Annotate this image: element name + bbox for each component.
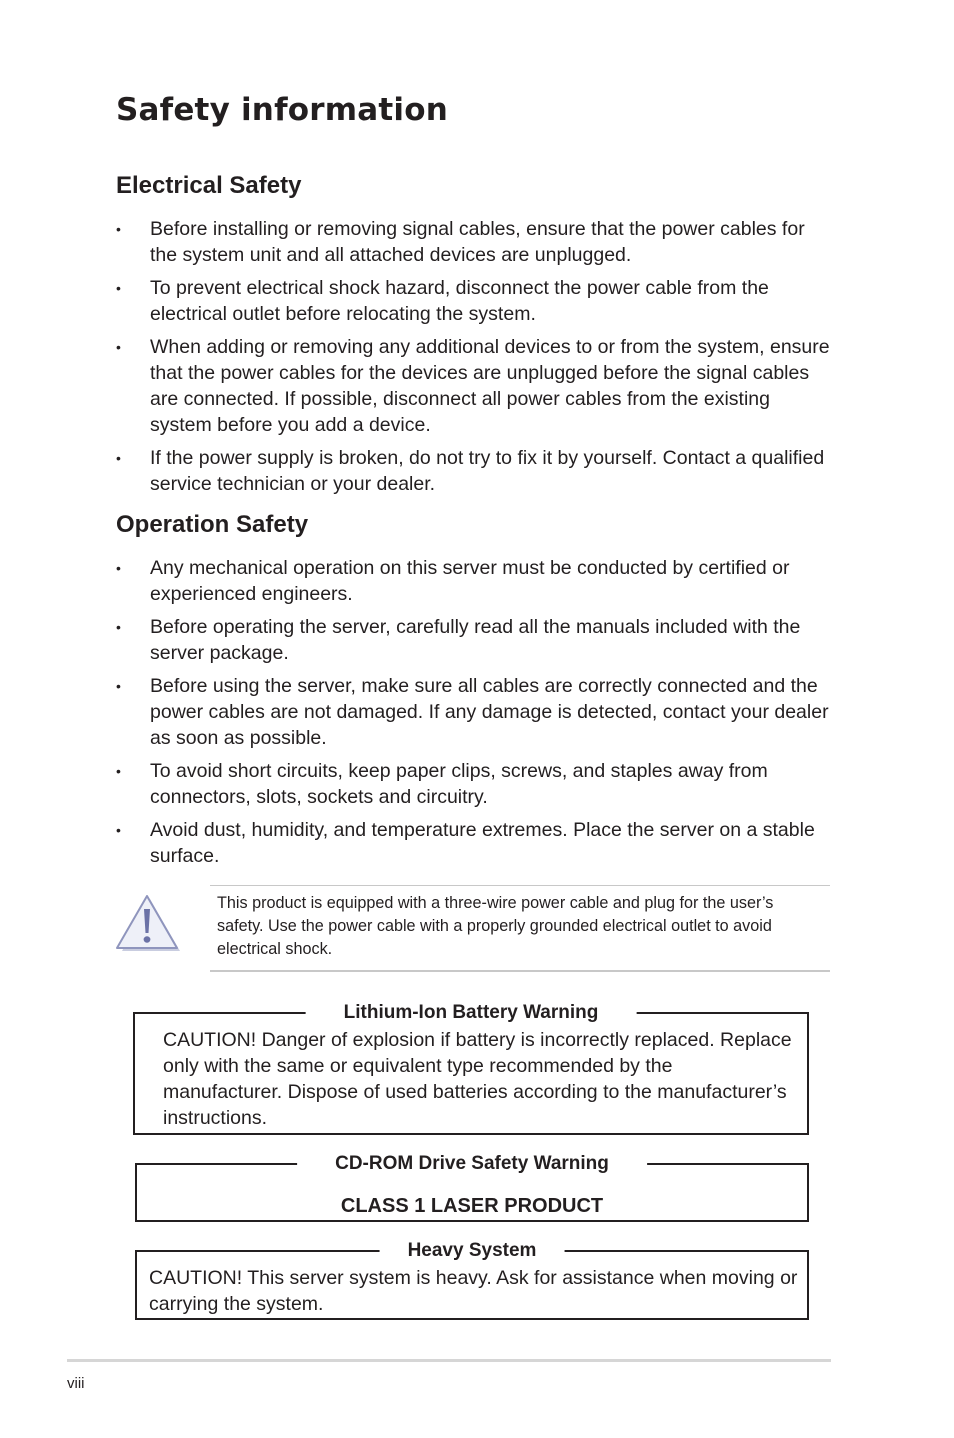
caution-triangle-icon bbox=[114, 893, 182, 955]
list-item-text: To avoid short circuits, keep paper clips, screws, and staples away from connectors, slots, sockets and circuitry. bbox=[150, 760, 768, 808]
battery-warning-box bbox=[133, 1002, 809, 1135]
list-item-text: Avoid dust, humidity, and temperature extremes. Place the server on a stable surface. bbox=[150, 819, 815, 867]
battery-warning-text: CAUTION! Danger of explosion if battery is incorrectly replaced. Replace only with the same or equivalent type recommended by the manufacturer. Dispose of used batteries according to the manufacturer’s instructions. bbox=[163, 1029, 792, 1129]
heavy-system-warning-box bbox=[135, 1240, 809, 1320]
cdrom-warning-box bbox=[135, 1153, 809, 1222]
operation-safety-list bbox=[116, 555, 836, 876]
page-number: viii bbox=[67, 1375, 85, 1392]
caution-note bbox=[210, 885, 830, 972]
list-item-text: Before operating the server, carefully read all the manuals included with the server package. bbox=[150, 616, 801, 664]
list-item bbox=[116, 614, 836, 666]
list-item bbox=[116, 817, 836, 869]
bullet-icon: • bbox=[116, 560, 121, 576]
bullet-icon: • bbox=[116, 450, 121, 466]
list-item-text: Any mechanical operation on this server must be conducted by certified or experienced engineers. bbox=[150, 557, 790, 605]
bullet-icon: • bbox=[116, 280, 121, 296]
list-item-text: When adding or removing any additional devices to or from the system, ensure that the power cables for the devices are unplugged before the signal cables are connected. If possible, disconnect all power cables from the existing system before you add a device. bbox=[150, 336, 830, 436]
heavy-system-warning-text: CAUTION! This server system is heavy. Ask for assistance when moving or carrying the system. bbox=[149, 1267, 798, 1315]
footer-divider bbox=[67, 1359, 831, 1362]
list-item-text: Before installing or removing signal cables, ensure that the power cables for the system unit and all attached devices are unplugged. bbox=[150, 218, 805, 266]
electrical-safety-list bbox=[116, 216, 836, 504]
electrical-safety-heading: Electrical Safety bbox=[116, 172, 302, 199]
list-item bbox=[116, 216, 836, 268]
page-title: Safety information bbox=[116, 92, 448, 128]
list-item-text: If the power supply is broken, do not try to fix it by yourself. Contact a qualified service technician or your dealer. bbox=[150, 447, 825, 495]
bullet-icon: • bbox=[116, 619, 121, 635]
list-item bbox=[116, 275, 836, 327]
cdrom-warning-text: CLASS 1 LASER PRODUCT bbox=[340, 1195, 604, 1217]
operation-safety-heading: Operation Safety bbox=[116, 511, 309, 538]
list-item-text: Before using the server, make sure all cables are correctly connected and the power cables are not damaged. If any damage is detected, contact your dealer as soon as possible. bbox=[150, 675, 829, 749]
bullet-icon: • bbox=[116, 763, 121, 779]
list-item bbox=[116, 334, 836, 438]
battery-warning-title: Lithium-Ion Battery Warning bbox=[306, 1001, 637, 1025]
list-item-text: To prevent electrical shock hazard, disconnect the power cable from the electrical outlet before relocating the system. bbox=[150, 277, 769, 325]
caution-note-text: This product is equipped with a three-wire power cable and plug for the user’s safety. Use the power cable with a properly grounded electrical outlet to avoid electrical shock. bbox=[217, 894, 774, 958]
list-item bbox=[116, 555, 836, 607]
heavy-system-warning-title: Heavy System bbox=[380, 1239, 565, 1263]
bullet-icon: • bbox=[116, 339, 121, 355]
bullet-icon: • bbox=[116, 678, 121, 694]
bullet-icon: • bbox=[116, 221, 121, 237]
list-item bbox=[116, 445, 836, 497]
bullet-icon: • bbox=[116, 822, 121, 838]
cdrom-warning-title: CD-ROM Drive Safety Warning bbox=[297, 1152, 647, 1176]
list-item bbox=[116, 673, 836, 751]
list-item bbox=[116, 758, 836, 810]
